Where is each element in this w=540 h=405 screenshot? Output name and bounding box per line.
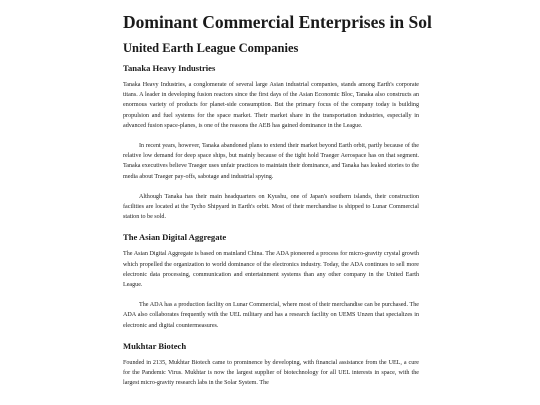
body-paragraph: The Asian Digital Aggregate is based on mainland China. The ADA pioneered a process for micro-gravity crystal growth which propelled the organization to world dominance of the electronics industry. Today, the ADA continues to sell more electronic data processing, communication and entertainment systems than any other company in the United Earth League. [123,251,419,289]
body-paragraph: In recent years, however, Tanaka abandoned plans to extend their market beyond Earth orbit, partly because of the relative low demand for deep space ships, but mainly because of the tight hold Traeger Aerospace has on that segment. Tanaka executives believe Traeger uses unfair practices to maintain their dominance, and Tanaka has leaked stories to the media about Traeger pay-offs, sabotage and industrial spying. [123,143,419,180]
company-heading: Mukhtar Biotech [123,340,187,351]
company-section-ada [123,232,419,330]
page-title: Dominant Commercial Enterprises in Sol [123,12,432,32]
company-heading: The Asian Digital Aggregate [123,232,227,243]
document-page [123,12,432,398]
body-paragraph: Tanaka Heavy Industries, a conglomerate of several large Asian industrial companies, stands among Earth's corporate titans. A leader in developing fusion reactors since the first days of the Asian Economic Bloc, Tanaka also constructs an enormous variety of products for planet-side consumption. But the primary focus of the company today is building propulsion and fuel systems for the space market. Their market share in the transportation industries, especially in advanced fusion space-planes, is one of the reasons the AEB has gained dominance in the League. [123,82,419,129]
section-title: United Earth League Companies [123,41,299,55]
body-paragraph: Although Tanaka has their main headquarters on Kyushu, one of Japan's southern islands, their construction facilities are located at the Tycho Shipyard in Earth's orbit. Most of their merchandise is shipped to Lunar Commercial station to be sold. [123,193,419,221]
company-section-tanaka [123,63,419,222]
company-section-mukhtar [123,341,419,389]
body-paragraph: Founded in 2135, Mukhtar Biotech came to prominence by developing, with financial assistance from the UEL, a cure for the Pandemic Virus. Mukhtar is now the largest supplier of biotechnology for all UEL interests in space, with the largest micro-gravity research labs in the Solar System. The [123,359,419,387]
body-paragraph: The ADA has a production facility on Lunar Commercial, where most of their merchandise can be purchased. The ADA also collaborates frequently with the UEL military and has a research facility on UEMS Unzen that specializes in electronic and digital countermeasures. [123,302,419,329]
company-heading: Tanaka Heavy Industries [123,63,216,73]
